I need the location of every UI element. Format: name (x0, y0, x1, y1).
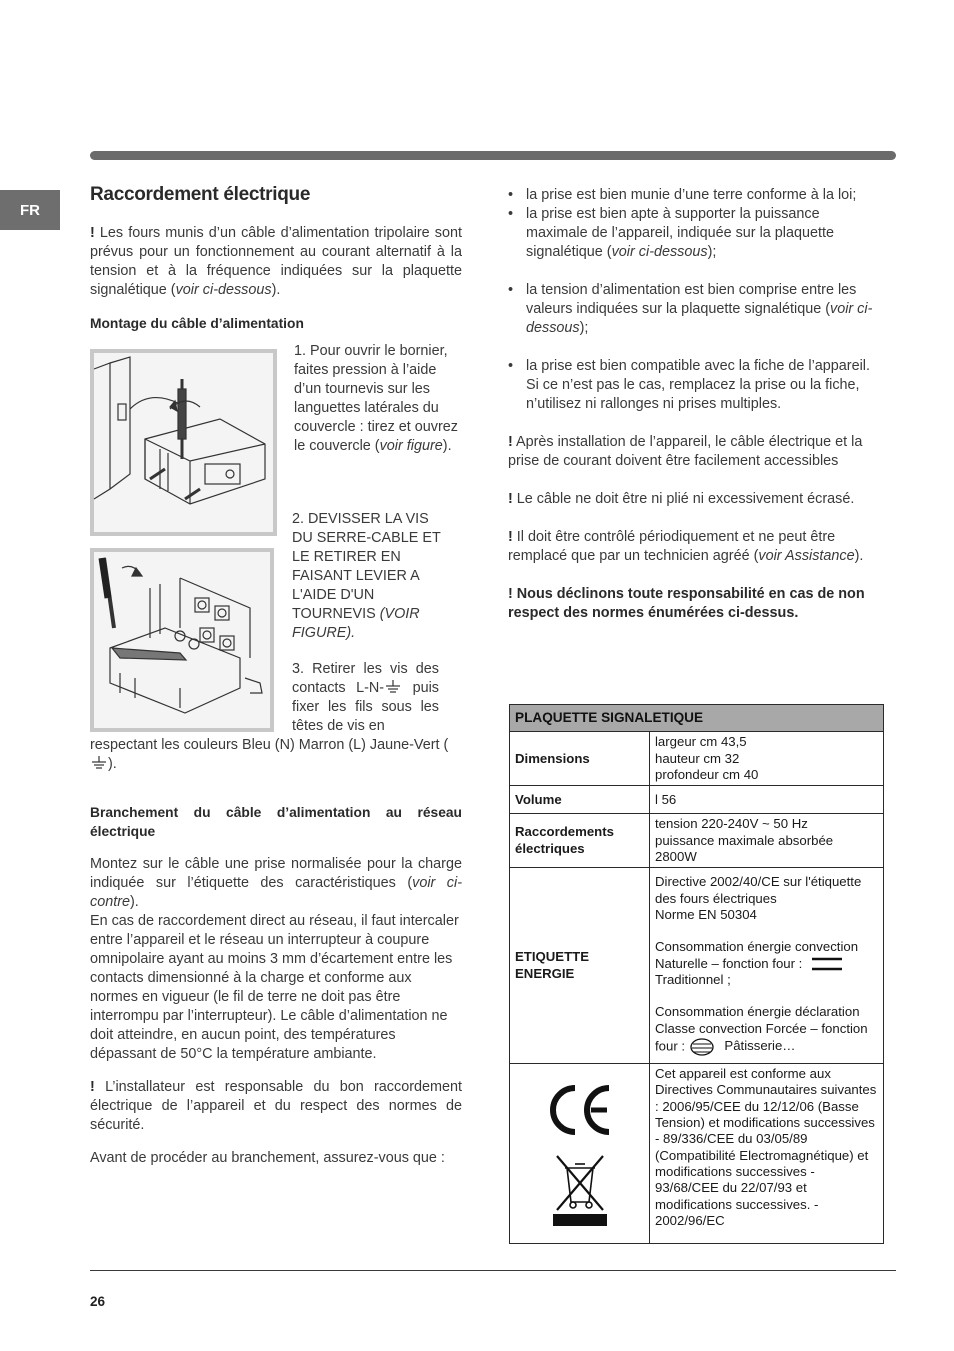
step-1-ref: voir figure (379, 438, 443, 454)
energy-label-label: ETIQUETTE ENERGIE (510, 868, 650, 1064)
list-item-text: la prise est bien compatible avec la fiche de l’appareil. Si ce n’est pas le cas, remplacez la prise ou la fiche, n’utilisez ni rallonges ni prises multiples. (526, 358, 870, 412)
ground-symbol-icon (384, 680, 402, 694)
checklist (508, 186, 884, 414)
list-item-text: la prise est bien munie d’une terre conforme à la loi; (526, 187, 857, 203)
table-row (510, 868, 884, 1064)
terminal-block-figure-1 (90, 349, 277, 536)
electrical-connections-label: Raccordements électriques (510, 814, 650, 868)
page-number: 26 (90, 1294, 106, 1309)
footer-rule (90, 1270, 896, 1271)
volume-label: Volume (510, 786, 650, 814)
left-column-lower (90, 803, 462, 1168)
step-2 (292, 510, 452, 643)
step-3-text-d: ). (108, 756, 117, 772)
list-item-ref: voir ci-dessous (611, 244, 708, 260)
table-header: PLAQUETTE SIGNALETIQUE (510, 705, 884, 732)
language-tab: FR (0, 190, 60, 230)
right-column (508, 186, 884, 623)
warning-mark: ! (90, 225, 95, 241)
energy-directive: Directive 2002/40/CE sur l'étiquette des fours électriques (655, 874, 862, 906)
table-row (510, 786, 884, 814)
weee-crossed-bin-icon (553, 1152, 607, 1226)
energy-pastry: Pâtisserie… (724, 1038, 796, 1054)
paragraph-before-connection: Avant de procéder au branchement, assurez-vous que : (90, 1150, 445, 1166)
dimension-height: hauteur cm 32 (655, 750, 740, 766)
list-item (508, 205, 884, 262)
list-item-text: la tension d’alimentation est bien comprise entre les valeurs indiquées sur la plaquette signalétique ( (526, 282, 857, 317)
rating-plate-table (509, 704, 884, 1244)
energy-natural-text: Consommation énergie convection Naturelle – fonction four : (655, 939, 859, 971)
warning-mark: ! (508, 434, 513, 450)
certification-logos (510, 1064, 650, 1244)
list-item-end: ); (579, 320, 589, 336)
warning-mark: ! (508, 491, 513, 507)
step-3 (292, 660, 439, 736)
energy-traditional: Traditionnel ; (655, 972, 731, 988)
energy-forced-convection: Consommation énergie déclaration Classe convection Forcée – fonction four : (655, 1004, 868, 1054)
max-power-value: 2800W (655, 848, 697, 864)
intro-text: Les fours munis d’un câble d’alimentation tripolaire sont prévus pour un fonctionnement au courant alternatif à la tension et à la fréquence indiquées sur la plaquette signalétique ( (90, 225, 462, 298)
liability-disclaimer: ! Nous déclinons toute responsabilité en cas de non respect des normes énumérées ci-dessus. (508, 586, 865, 621)
table-row (510, 732, 884, 786)
energy-label-value (650, 868, 884, 1064)
list-item-ref: voir ci-dessous (526, 301, 873, 336)
voltage: tension 220-240V ~ 50 Hz (655, 816, 808, 832)
table-row (510, 814, 884, 868)
step-1: 1. Pour ouvrir le bornier, faites pression à l’aide d’un tournevis sur les languettes latérales du couvercle : tirez et ouvrez le couvercle (voir figure). (294, 343, 458, 454)
dimension-depth: profondeur cm 40 (655, 766, 759, 782)
step-2-text: 2. DEVISSER LA VIS DU SERRE-CABLE ET LE RETIRER EN FAISANT LEVIER A L'AIDE D'UN TOURNEVIS (292, 511, 441, 622)
table-row (510, 1064, 884, 1244)
step-3-text-b: puis fixer les fils sous les têtes de vis en (292, 680, 439, 734)
electrical-connections-value (650, 814, 884, 868)
step-1-text: 1. Pour ouvrir le bornier, faites pression à l’aide d’un tournevis sur les languettes latérales du couvercle : tirez et ouvrez le couvercle (294, 343, 458, 454)
left-column (90, 182, 462, 347)
ce-mark-icon (545, 1082, 615, 1138)
energy-standard: Norme EN 50304 (655, 906, 757, 922)
volume-value: l 56 (650, 786, 884, 814)
list-item-text: la prise est bien apte à supporter la puissance maximale de l’appareil, indiquée sur la plaquette signalétique ( (526, 206, 834, 260)
energy-natural-convection (655, 939, 878, 972)
step-3-text-c: respectant les couleurs Bleu (N) Marron (L) Jaune-Vert ( (90, 737, 449, 753)
paragraph-installer (90, 1078, 462, 1135)
list-item (508, 357, 884, 414)
list-item (508, 186, 884, 205)
note-accessible (508, 433, 884, 471)
subheading-network-connection: Branchement du câble d’alimentation au réseau électrique (90, 805, 462, 839)
step-3-continued (90, 736, 462, 774)
pastry-mode-icon (689, 1037, 715, 1057)
section-title: Raccordement électrique (90, 184, 311, 205)
note-inspection-end: ). (854, 548, 864, 564)
installer-text: L’installateur est responsable du bon raccordement électrique de l’appareil et du respect des normes de sécurité. (90, 1079, 462, 1133)
top-rule (90, 151, 896, 160)
list-item-end: ); (707, 244, 717, 260)
note-inspection-text: Il doit être contrôlé périodiquement et ne peut être remplacé que par un technicien agréé ( (508, 529, 836, 564)
paragraph-direct-connection: En cas de raccordement direct au réseau, il faut intercaler entre l’appareil et le réseau un interrupteur à coupure omnipolaire ayant au moins 3 mm d’écartement entre les contacts dimensionné à la charge et conforme aux normes en vigueur (le fil de terre ne doit pas être interrompu par l’interrupteur). Le câble d’alimentation ne doit atteindre, en aucun point, des températures dépassant de 50°C la température ambiante. (90, 913, 459, 1062)
subheading-cable-mounting: Montage du câble d’alimentation (90, 316, 304, 331)
dimension-width: largeur cm 43,5 (655, 734, 747, 750)
note-inspection (508, 528, 884, 566)
traditional-mode-icon (810, 956, 844, 972)
plug-ref: voir ci-contre (90, 875, 462, 910)
note-accessible-text: Après installation de l’appareil, le câble électrique et la prise de courant doivent être facilement accessibles (508, 434, 863, 469)
max-power-label: puissance maximale absorbée (655, 832, 834, 848)
step-2-ref: (VOIR FIGURE). (292, 606, 420, 641)
step-3-text-a: 3. Retirer les vis des contacts L-N- (292, 661, 439, 696)
terminal-block-figure-2 (90, 548, 274, 732)
intro-ref: voir ci-dessous (175, 282, 272, 298)
paragraph-plug (90, 855, 462, 912)
warning-mark: ! (508, 529, 513, 545)
note-cable-bent (508, 490, 884, 509)
intro-paragraph (90, 224, 462, 300)
plug-text: Montez sur le câble une prise normalisée pour la charge indiquée sur l’étiquette des caractéristiques ( (90, 856, 462, 891)
warning-mark: ! (90, 1079, 95, 1095)
plug-end: ). (130, 894, 139, 910)
dimensions-label: Dimensions (510, 732, 650, 786)
list-item (508, 281, 884, 338)
note-cable-bent-text: Le câble ne doit être ni plié ni excessivement écrasé. (512, 491, 855, 507)
dimensions-value (650, 732, 884, 786)
conformity-text: Cet appareil est conforme aux Directives Communautaires suivantes : 2006/95/CEE du 12/12/06 (Basse Tension) et modifications successives - 89/336/CEE du 03/05/89 (Compatibilité Electromagnétique) et modifications successives - 93/68/CEE du 22/07/93 et modifications successives. - 2002/96/EC (650, 1064, 884, 1244)
intro-end: ). (271, 282, 281, 298)
note-inspection-ref: voir Assistance (758, 548, 855, 564)
ground-symbol-icon (90, 756, 108, 770)
